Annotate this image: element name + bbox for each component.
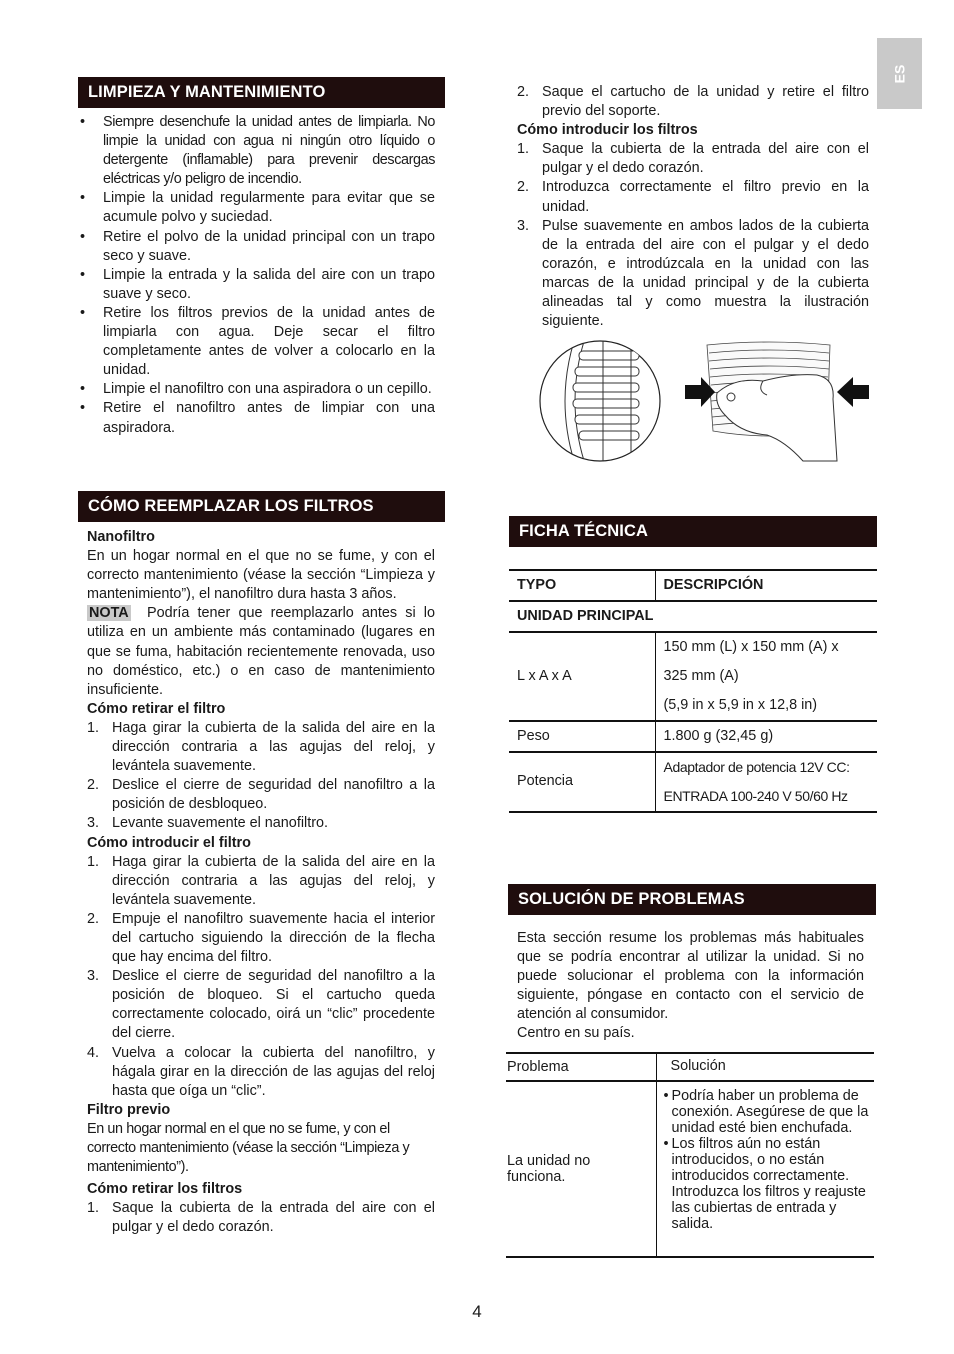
list-item: • Limpie la entrada y la salida del aire con un trapo suave y seco. — [78, 266, 435, 304]
list-item: 1. Haga girar la cubierta de la salida del aire en la dirección contraria a las agujas del reloj, y levántela suavemente. — [87, 719, 435, 775]
hand-icon — [717, 375, 837, 461]
list-item: 2. Deslice el cierre de seguridad del nanofiltro a la posición de desbloqueo. — [87, 777, 435, 813]
subheading-introducir: Cómo introducir el filtro — [87, 834, 251, 851]
subheading-nanofiltro: Nanofiltro — [87, 529, 155, 545]
ficha-section — [509, 516, 877, 813]
solution-cell — [656, 1081, 874, 1257]
table-row — [509, 570, 877, 601]
nota-text: Podría tener que reemplazarlo antes si lo utiliza en un ambiente más contaminado (lugares en que se fuma, habitación recientemente renovada, uso no doméstico, etc.) o en caso de mantenimiento insuficiente. — [87, 605, 435, 698]
filter-cover-illustration — [535, 333, 875, 463]
list-item: 2. Empuje el nanofiltro suavemente hacia el interior del cartucho siguiendo la dirección de la flecha que hay encima del filtro. — [87, 910, 435, 966]
table-row — [509, 752, 877, 812]
column-header-desc: DESCRIPCIÓN — [655, 570, 877, 601]
solution-list — [662, 1088, 871, 1232]
table-row — [506, 1081, 874, 1257]
list-item: 1. Saque la cubierta de la entrada del aire con el pulgar y el dedo corazón. — [87, 1200, 435, 1236]
section-heading-limpieza: LIMPIEZA Y MANTENIMIENTO — [78, 77, 445, 108]
section-heading-reemplazar: CÓMO REEMPLAZAR LOS FILTROS — [78, 491, 445, 522]
list-item: • Retire los filtros previos de la unidad antes de limpiarla con agua. Deje secar el filtro completamente antes de volver a colocarlo en la unidad. — [78, 304, 435, 380]
list-item: • Limpie el nanofiltro con una aspiradora o un cepillo. — [78, 380, 435, 399]
section-row-label: UNIDAD PRINCIPAL — [509, 601, 877, 632]
left-column — [78, 77, 445, 438]
section-heading-problemas: SOLUCIÓN DE PROBLEMAS — [508, 884, 876, 915]
introducir-filtros-steps — [517, 140, 869, 331]
spec-table — [509, 569, 877, 813]
list-item: 1. Haga girar la cubierta de la salida del aire en la dirección contraria a las agujas del reloj, y levántela suavemente. — [87, 853, 435, 908]
subheading-filtro-previo: Filtro previo — [87, 1101, 171, 1118]
retirar-filtros-steps-cont — [517, 83, 869, 121]
right-column-top — [517, 83, 869, 331]
row-value: Adaptador de potencia 12V CC: ENTRADA 100-240 V 50/60 Hz — [655, 752, 877, 812]
list-item: • Limpie la unidad regularmente para evitar que se acumule polvo y suciedad. — [78, 189, 435, 227]
row-value: 1.800 g (32,45 g) — [655, 721, 877, 752]
list-item: 2. Introduzca correctamente el filtro previo en la unidad. — [517, 179, 869, 215]
list-item: • Retire el nanofiltro antes de limpiar con una aspiradora. — [78, 399, 435, 437]
column-header-problem: Problema — [506, 1053, 656, 1081]
list-item: • Podría haber un problema de conexión. Asegúrese de que la unidad esté bien enchufada. — [662, 1088, 871, 1136]
page-number: 4 — [472, 1302, 482, 1321]
subheading-retirar-filtros: Cómo retirar los filtros — [87, 1181, 243, 1198]
row-label: Peso — [509, 721, 655, 752]
column-header-solution: Solución — [656, 1053, 874, 1081]
nota-paragraph — [87, 604, 435, 699]
retirar-steps — [87, 719, 435, 834]
list-item: • Retire el polvo de la unidad principal con un trapo seco y suave. — [78, 228, 435, 266]
retirar-filtros-steps — [87, 1199, 435, 1237]
problem-cell: La unidad no funciona. — [506, 1081, 656, 1257]
table-row — [509, 721, 877, 752]
row-value: 150 mm (L) x 150 mm (A) x 325 mm (A) (5,9 in x 5,9 in x 12,8 in) — [655, 632, 877, 721]
problemas-intro-2: Centro en su país. — [517, 1025, 635, 1042]
list-item: 3. Levante suavemente el nanofiltro. — [87, 815, 329, 832]
problemas-intro: Esta sección resume los problemas más habituales que se podría encontrar al utilizar la unidad. Si no puede solucionar el problema con la información siguiente, póngase en contacto con el servicio de atención al consumidor. — [517, 930, 864, 1023]
nanofiltro-text: En un hogar normal en el que no se fume, y con el correcto mantenimiento (véase la sección “Limpieza y mantenimiento”), el nanofiltro dura hasta 3 años. — [87, 548, 435, 603]
arrow-left-icon — [837, 377, 869, 407]
column-header-type: TYPO — [509, 570, 655, 601]
list-item: 2. Saque el cartucho de la unidad y retire el filtro previo del soporte. — [517, 84, 869, 120]
filtro-previo-text: En un hogar normal en el que no se fume, y con el correcto mantenimiento (véase la sección “Limpieza y mantenimiento”). — [87, 1120, 410, 1176]
nota-label: NOTA — [89, 605, 129, 622]
section-heading-ficha: FICHA TÉCNICA — [509, 516, 877, 547]
problemas-section — [508, 884, 876, 1044]
trouble-table — [506, 1052, 874, 1258]
limpieza-list — [78, 113, 445, 438]
subheading-introducir-filtros: Cómo introducir los filtros — [517, 122, 698, 139]
list-item: 4. Vuelva a colocar la cubierta del nanofiltro, y hágala girar en la dirección de las agujas del reloj hasta que oíga un “clic”. — [87, 1044, 435, 1099]
table-row — [509, 601, 877, 632]
list-item: 1. Saque la cubierta de la entrada del aire con el pulgar y el dedo corazón. — [517, 141, 869, 177]
table-row — [506, 1053, 874, 1081]
list-item: 3. Pulse suavemente en ambos lados de la cubierta de la entrada del aire con el pulgar y el dedo corazón, e introdúzcala en la unidad con las marcas de la unidad principal y de la cubierta alineadas tal y como muestra la ilustración siguiente. — [517, 217, 869, 330]
zoom-circle-icon — [540, 338, 660, 463]
language-tab: ES — [877, 38, 922, 109]
table-row — [509, 632, 877, 721]
list-item: • Los filtros aún no están introducidos, o no están introducidos correctamente. Introduzca los filtros y reajuste las cubiertas de entrada y salida. — [662, 1136, 871, 1232]
introducir-steps — [87, 853, 435, 1101]
row-label: L x A x A — [509, 632, 655, 721]
list-item: • Siempre desenchufe la unidad antes de limpiarla. No limpie la unidad con agua ni ningún otro líquido o detergente (inflamable) para prevenir descargas eléctricas y/o peligro de incendio. — [78, 113, 435, 189]
left-column-reemplazar — [78, 491, 445, 1237]
row-label: Potencia — [509, 752, 655, 812]
subheading-retirar: Cómo retirar el filtro — [87, 700, 226, 717]
list-item: 3. Deslice el cierre de seguridad del nanofiltro a la posición de bloqueo. Si el cartucho queda correctamente colocado, oirá un “clic” procedente del cierre. — [87, 968, 435, 1042]
